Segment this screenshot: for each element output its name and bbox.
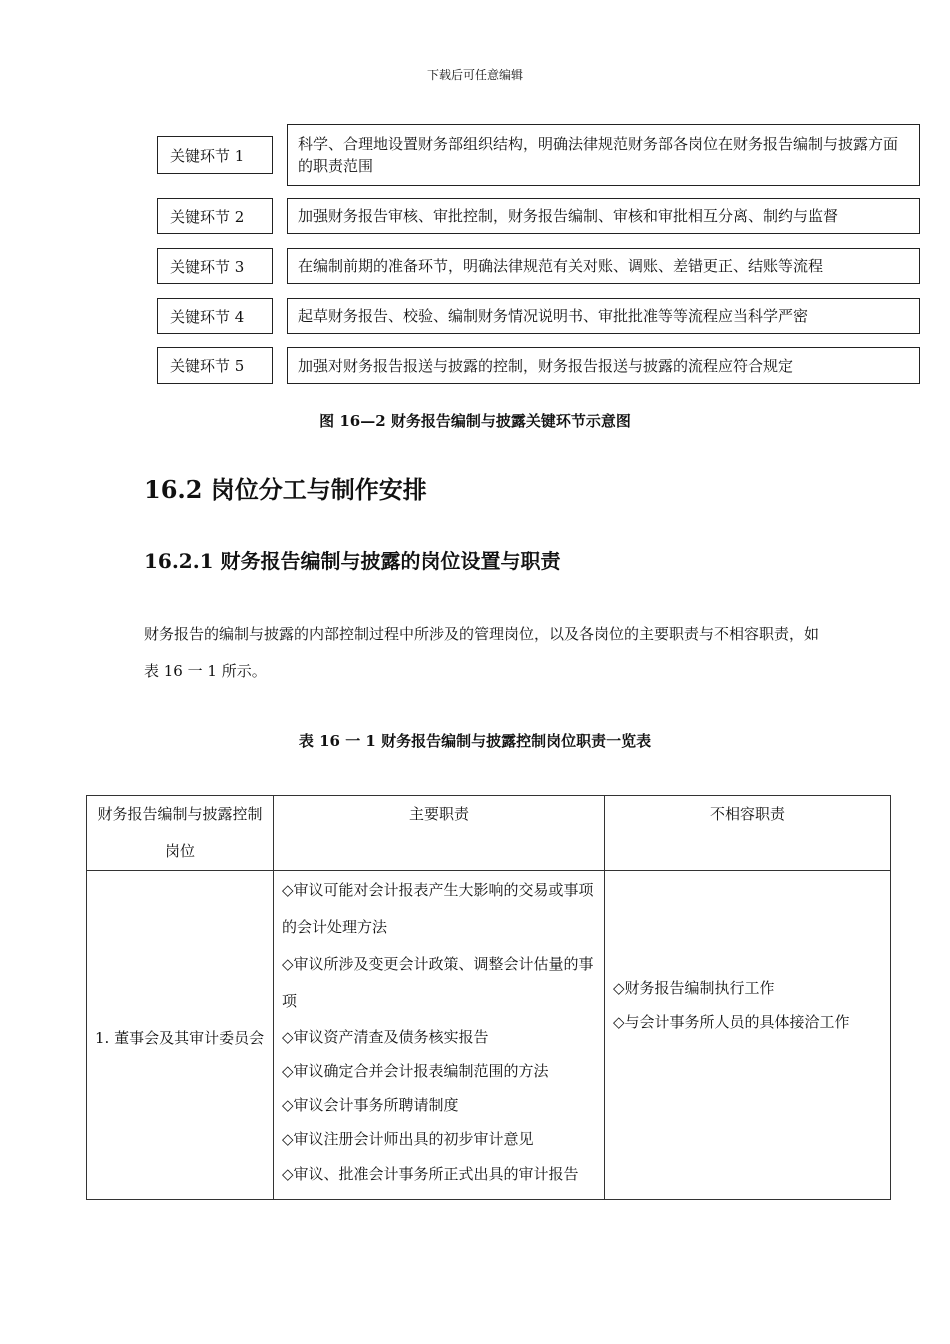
flow-step-description: 科学、合理地设置财务部组织结构，明确法律规范财务部各岗位在财务报告编制与披露方面的职责范围 bbox=[287, 124, 920, 186]
incompatible-item: ◇与会计事务所人员的具体接洽工作 bbox=[613, 1013, 850, 1031]
section-heading: 16.2 岗位分工与制作安排 bbox=[144, 475, 427, 504]
flow-step-description: 加强对财务报告报送与披露的控制，财务报告报送与披露的流程应符合规定 bbox=[287, 347, 920, 384]
flow-step-label: 关键环节 2 bbox=[157, 198, 273, 234]
incompatible-item: ◇财务报告编制执行工作 bbox=[613, 979, 775, 997]
duty-item: ◇审议资产清查及债务核实报告 bbox=[282, 1028, 489, 1046]
duty-item: ◇审议所涉及变更会计政策、调整会计估量的事项 bbox=[282, 955, 594, 1010]
duty-item: ◇审议确定合并会计报表编制范围的方法 bbox=[282, 1062, 549, 1080]
duty-item: ◇审议注册会计师出具的初步审计意见 bbox=[282, 1130, 534, 1148]
table-caption: 表 16 一 1 财务报告编制与披露控制岗位职责一览表 bbox=[298, 732, 652, 750]
duty-item: ◇审议可能对会计报表产生大影响的交易或事项的会计处理方法 bbox=[282, 881, 594, 936]
body-paragraph: 财务报告的编制与披露的内部控制过程中所涉及的管理岗位，以及各岗位的主要职责与不相容职责，如表 16 一 1 所示。 bbox=[144, 625, 820, 680]
flow-step-label: 关键环节 5 bbox=[157, 347, 273, 384]
page-header-note: 下载后可任意编辑 bbox=[426, 68, 523, 82]
duty-item: ◇审议会计事务所聘请制度 bbox=[282, 1096, 459, 1114]
role-name: 1. 董事会及其审计委员会 bbox=[95, 1029, 265, 1047]
incompatible-duties-cell bbox=[605, 871, 891, 1200]
duties-table bbox=[86, 795, 891, 1200]
figure-caption: 图 16—2 财务报告编制与披露关键环节示意图 bbox=[319, 412, 631, 430]
column-header-role: 财务报告编制与披露控制岗位 bbox=[87, 796, 274, 871]
flow-step-description: 起草财务报告、校验、编制财务情况说明书、审批批准等等流程应当科学严密 bbox=[287, 298, 920, 334]
column-header-main-duties: 主要职责 bbox=[274, 796, 605, 871]
flow-step-description: 加强财务报告审核、审批控制，财务报告编制、审核和审批相互分离、制约与监督 bbox=[287, 198, 920, 234]
role-cell bbox=[87, 871, 274, 1200]
subsection-heading: 16.2.1 财务报告编制与披露的岗位设置与职责 bbox=[144, 549, 561, 573]
flow-step-label: 关键环节 1 bbox=[157, 136, 273, 174]
table-row bbox=[87, 871, 891, 1200]
flow-step-description: 在编制前期的准备环节，明确法律规范有关对账、调账、差错更正、结账等流程 bbox=[287, 248, 920, 284]
flow-step-label: 关键环节 3 bbox=[157, 248, 273, 284]
table-header-row bbox=[87, 796, 891, 871]
main-duties-cell bbox=[274, 871, 605, 1200]
duty-item: ◇审议、批准会计事务所正式出具的审计报告 bbox=[282, 1165, 579, 1183]
column-header-incompatible-duties: 不相容职责 bbox=[605, 796, 891, 871]
flow-step-label: 关键环节 4 bbox=[157, 298, 273, 334]
